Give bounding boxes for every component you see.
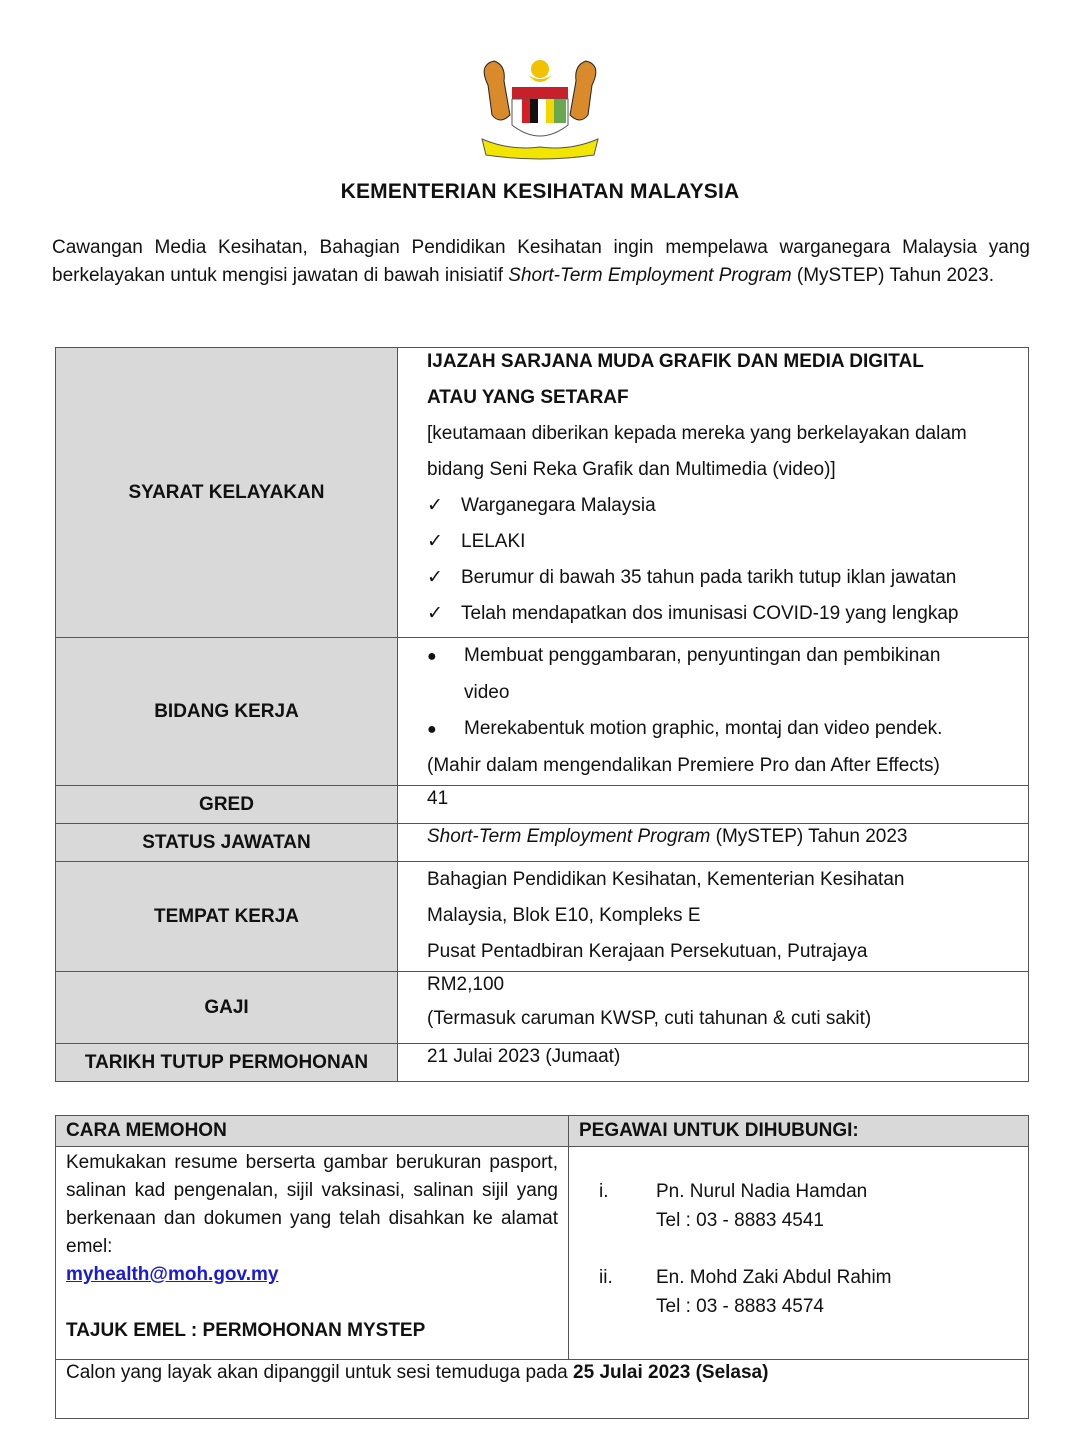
contact-name: En. Mohd Zaki Abdul Rahim [656, 1267, 892, 1288]
checklist-item: ✓ Berumur di bawah 35 tahun pada tarikh tutup iklan jawatan [427, 560, 1028, 596]
contact-tel: Tel : 03 - 8883 4574 [656, 1296, 824, 1317]
row-tempat-kerja [56, 862, 1029, 972]
value-gaji: RM2,100 (Termasuk caruman KWSP, cuti tahunan & cuti sakit) [398, 972, 1029, 1044]
header-cara-memohon: CARA MEMOHON [56, 1116, 569, 1147]
row-status-jawatan [56, 824, 1029, 862]
checklist-item: ✓ LELAKI [427, 524, 1028, 560]
label-tempat-kerja: TEMPAT KERJA [56, 862, 398, 972]
bullet-item: ● Merekabentuk motion graphic, montaj dan video pendek. [427, 711, 1028, 748]
bullet-icon: ● [427, 721, 437, 738]
checklist-item: ✓ Telah mendapatkan dos imunisasi COVID-19 yang lengkap [427, 596, 1028, 632]
label-syarat-kelayakan: SYARAT KELAYAKAN [56, 348, 398, 638]
checkmark-icon: ✓ [427, 531, 443, 552]
checkmark-icon: ✓ [427, 495, 443, 516]
label-status-jawatan: STATUS JAWATAN [56, 824, 398, 862]
contact-item: i. Pn. Nurul Nadia Hamdan Tel : 03 - 8883 4541 [599, 1177, 1018, 1235]
row-tarikh-tutup [56, 1044, 1029, 1082]
label-bidang-kerja: BIDANG KERJA [56, 638, 398, 786]
bullet-item: ● Membuat penggambaran, penyuntingan dan pembikinan [427, 638, 1028, 675]
label-gred: GRED [56, 786, 398, 824]
header-pegawai: PEGAWAI UNTUK DIHUBUNGI: [569, 1116, 1029, 1147]
email-link[interactable]: myhealth@moh.gov.my [66, 1264, 279, 1285]
ministry-title: KEMENTERIAN KESIHATAN MALAYSIA [340, 180, 740, 203]
value-bidang-kerja: ● Membuat penggambaran, penyuntingan dan pembikinan video ● Merekabentuk motion graphic, montaj dan video pendek. (Mahir dalam mengendalikan Premiere Pro dan After Effects) [398, 638, 1029, 786]
intro-paragraph: Cawangan Media Kesihatan, Bahagian Pendidikan Kesihatan ingin mempelawa warganegara Malaysia yang berkelayakan untuk mengisi jawatan di bawah inisiatif Short-Term Employment Program (MySTEP) Tahun 2023. [52, 237, 1030, 286]
email-subject: TAJUK EMEL : PERMOHONAN MYSTEP [66, 1320, 426, 1341]
row-gaji [56, 972, 1029, 1044]
malaysia-coat-of-arms-icon [470, 55, 610, 165]
contact-item: ii. En. Mohd Zaki Abdul Rahim Tel : 03 - 8883 4574 [599, 1263, 1018, 1321]
value-tarikh-tutup: 21 Julai 2023 (Jumaat) [398, 1044, 1029, 1082]
value-tempat-kerja: Bahagian Pendidikan Kesihatan, Kementerian Kesihatan Malaysia, Blok E10, Kompleks E Pusat Pentadbiran Kerajaan Persekutuan, Putrajaya [398, 862, 1029, 972]
interview-note: Calon yang layak akan dipanggil untuk sesi temuduga pada 25 Julai 2023 (Selasa) [56, 1360, 1029, 1419]
value-gred: 41 [398, 786, 1029, 824]
job-details-table [55, 347, 1029, 1082]
bullet-icon: ● [427, 648, 437, 665]
label-gaji: GAJI [56, 972, 398, 1044]
how-to-apply: Kemukakan resume berserta gambar berukuran pasport, salinan kad pengenalan, sijil vaksinasi, salinan sijil yang berkenaan dan dokumen yang telah disahkan ke alamat emel: myhealth@moh.gov.my TAJUK EMEL : PERMOHONAN MYSTEP [56, 1147, 569, 1360]
contact-officers [569, 1147, 1029, 1360]
value-status-jawatan: Short-Term Employment Program (MySTEP) Tahun 2023 [398, 824, 1029, 862]
checkmark-icon: ✓ [427, 603, 443, 624]
value-syarat-kelayakan: IJAZAH SARJANA MUDA GRAFIK DAN MEDIA DIGITAL ATAU YANG SETARAF [keutamaan diberikan kepada mereka yang berkelayakan dalam bidang Seni Reka Grafik dan Multimedia (video)] ✓ Warganegara Malaysia ✓ LELAKI ✓ Berumur di bawah 35 tahun pada tarikh tutup iklan jawatan ✓ Telah mendapatkan dos imunisasi COVID-19 yang lengkap [398, 348, 1029, 638]
contact-tel: Tel : 03 - 8883 4541 [656, 1210, 824, 1231]
row-gred [56, 786, 1029, 824]
row-syarat-kelayakan [56, 348, 1029, 638]
row-bidang-kerja [56, 638, 1029, 786]
contact-name: Pn. Nurul Nadia Hamdan [656, 1181, 868, 1202]
label-tarikh-tutup: TARIKH TUTUP PERMOHONAN [56, 1044, 398, 1082]
checklist-item: ✓ Warganegara Malaysia [427, 488, 1028, 524]
checkmark-icon: ✓ [427, 567, 443, 588]
application-table [55, 1115, 1029, 1419]
